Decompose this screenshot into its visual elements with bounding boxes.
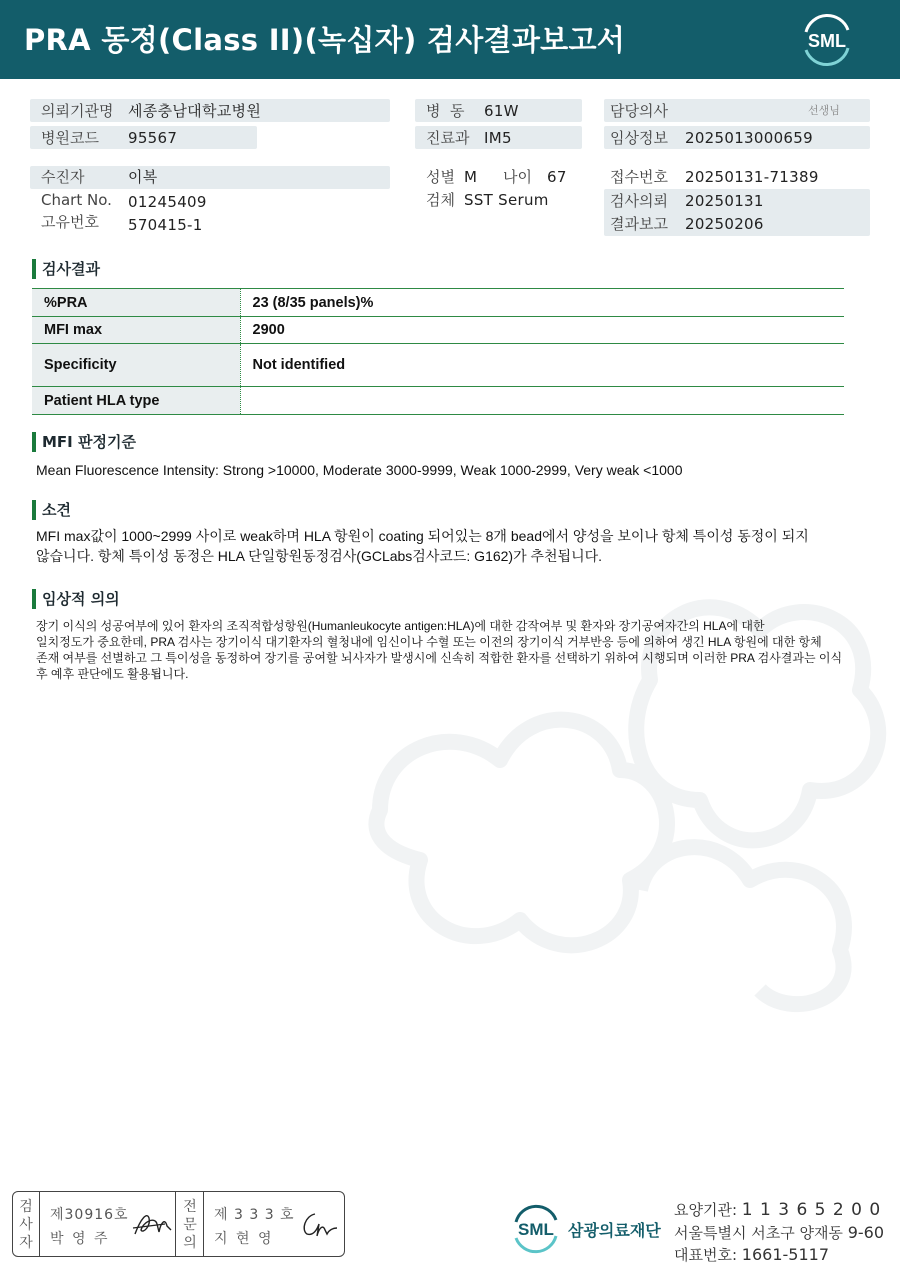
results-heading: 검사결과 — [32, 259, 100, 279]
mfi-criteria-text: Mean Fluorescence Intensity: Strong >10000, Moderate 3000-9999, Weak 1000-2999, Very weak <1000 — [36, 462, 683, 478]
specimen-label: 검체 — [426, 191, 455, 209]
specialist-signature-icon — [295, 1206, 341, 1242]
chart-no-label: Chart No. — [41, 191, 112, 209]
result-value-pra: 23 (8/35 panels)% — [240, 289, 844, 317]
report-date-value: 20250206 — [685, 215, 764, 233]
age-label: 나이 — [503, 168, 532, 186]
divider — [203, 1192, 204, 1256]
table-row — [32, 289, 844, 317]
table-row — [32, 344, 844, 387]
clinical-info-value: 2025013000659 — [685, 129, 813, 147]
result-value-hla-type — [240, 387, 844, 415]
receipt-no-label: 접수번호 — [610, 168, 668, 186]
department-value: IM5 — [484, 129, 512, 147]
receipt-no-value: 20250131-71389 — [685, 168, 819, 186]
opinion-line: MFI max값이 1000~2999 사이로 weak하며 HLA 항원이 coating 되어있는 8개 bead에서 양성을 보이나 항체 특이성 동정이 되지 — [36, 528, 809, 544]
svg-text:SML: SML — [808, 31, 846, 51]
result-key-hla-type: Patient HLA type — [32, 387, 240, 415]
ward-label: 병 동 — [426, 102, 465, 120]
table-row — [32, 317, 844, 344]
result-key-pra: %PRA — [32, 289, 240, 317]
clinical-heading: 임상적 의의 — [32, 589, 120, 609]
patient-label: 수진자 — [41, 168, 85, 186]
request-date-value: 20250131 — [685, 192, 764, 210]
hospital-code-label: 병원코드 — [41, 129, 99, 147]
tester-license-no: 제30916호 — [50, 1207, 129, 1223]
report-header — [0, 0, 900, 79]
tester-signature-icon — [131, 1208, 175, 1242]
chart-no-value: 01245409 — [128, 193, 207, 211]
ward-value: 61W — [484, 102, 519, 120]
result-value-specificity: Not identified — [240, 344, 844, 387]
doctor-label: 담당의사 — [610, 102, 668, 120]
department-label: 진료과 — [426, 129, 470, 147]
signature-box — [12, 1191, 345, 1257]
unique-no-label: 고유번호 — [41, 213, 99, 231]
clinical-line: 후 예후 판단에도 활용됩니다. — [36, 667, 189, 681]
hospital-code-value: 95567 — [128, 129, 178, 147]
organization-name: 삼광의료재단 — [568, 1221, 661, 1240]
doctor-suffix: 선생님 — [808, 104, 840, 117]
result-key-specificity: Specificity — [32, 344, 240, 387]
tester-name: 박 영 주 — [50, 1231, 110, 1247]
unique-no-value: 570415-1 — [128, 216, 203, 234]
result-value-mfi-max: 2900 — [240, 317, 844, 344]
care-institution: 요양기관: 1 1 3 6 5 2 0 0 — [674, 1200, 882, 1220]
age-value: 67 — [547, 168, 567, 186]
divider — [39, 1192, 40, 1256]
opinion-heading: 소견 — [32, 500, 71, 520]
results-table — [32, 288, 844, 415]
institution-label: 의뢰기관명 — [41, 102, 114, 120]
request-date-label: 검사의뢰 — [610, 192, 668, 210]
address: 서울특별시 서초구 양재동 9-60 — [674, 1223, 885, 1242]
table-row — [32, 387, 844, 415]
opinion-line: 않습니다. 항체 특이성 동정은 HLA 단일항원동정검사(GCLabs검사코드: G162)가 추천됩니다. — [36, 548, 603, 564]
mfi-heading: MFI 판정기준 — [32, 432, 136, 452]
phone: 대표번호: 1661-5117 — [674, 1245, 830, 1264]
clinical-line: 일치정도가 중요한데, PRA 검사는 장기이식 대기환자의 혈청내에 임신이나 수혈 또는 이전의 장기이식 거부반응 등에 의하여 생긴 HLA 항원에 대한 항체 — [36, 635, 822, 649]
svg-text:SML: SML — [518, 1220, 554, 1239]
specialist-name: 지 현 영 — [214, 1231, 274, 1247]
result-key-mfi-max: MFI max — [32, 317, 240, 344]
divider — [175, 1192, 176, 1256]
sex-label: 성별 — [426, 168, 455, 186]
clinical-info-label: 임상정보 — [610, 129, 668, 147]
institution-value: 세종충남대학교병원 — [128, 102, 262, 120]
sex-value: M — [464, 168, 478, 186]
clinical-text — [36, 618, 856, 682]
sml-logo-icon — [796, 10, 858, 68]
opinion-text — [36, 526, 856, 566]
report-date-label: 결과보고 — [610, 215, 668, 233]
specialist-license-no: 제 3 3 3 호 — [214, 1207, 295, 1223]
tester-vertical-label: 검 사 자 — [19, 1199, 33, 1251]
specimen-value: SST Serum — [464, 191, 549, 209]
sml-foundation-logo-icon — [508, 1200, 564, 1256]
clinical-line: 장기 이식의 성공여부에 있어 환자의 조직적합성항원(Humanleukocyte antigen:HLA)에 대한 감작여부 및 환자와 장기공여자간의 HLA에 대한 — [36, 619, 765, 633]
patient-value: 이복 — [128, 168, 158, 186]
clinical-line: 존재 여부를 선별하고 그 특이성을 동정하여 장기를 공여할 뇌사자가 발생시에 신속히 적합한 환자를 선택하기 위하여 시행되며 이러한 PRA 검사결과는 이식 — [36, 651, 843, 665]
specialist-vertical-label: 전 문 의 — [183, 1199, 197, 1251]
report-title: PRA 동정(Class II)(녹십자) 검사결과보고서 — [24, 23, 626, 57]
